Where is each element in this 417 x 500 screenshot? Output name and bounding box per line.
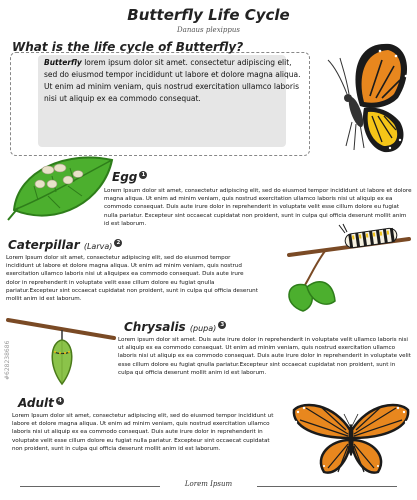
page-title: Butterfly Life Cycle (127, 6, 290, 24)
adult-number-badge: 4 (56, 397, 64, 405)
watermark-id: #628238686 (4, 340, 11, 380)
intro-body: lorem ipsum dolor sit amet. consectetur adipiscing elit, sed do eiusmod tempor incididunt ut labore et dolore magna aliqua. Ut enim ad minim veniam, quis nostrud exercitation ullamco laboris nisi ut aliquip ex ea commodo consequat. (44, 58, 301, 103)
caterpillar-title (8, 238, 122, 252)
caterpillar-title-label: Caterpillar (8, 238, 80, 252)
caterpillar-branch-illustration (285, 225, 413, 315)
chrysalis-number-badge: 3 (218, 321, 226, 329)
caterpillar-description: Lorem Ipsum dolor sit amet, consectetur adipiscing elit, sed do eiusmod tempor incididunt ut labore et dolore magna aliqua. Ut enim ad minim veniam, quis nostrud exercitation ullamco laboris nisi ut aliquipex ea commodo consequat. Duis aute irure dolor in reprehenderit in voluptate velit esse cillum dolore eu fugiat qnulla pariatur.Excepteur sint occaecat cupidatat non proident, sunt in culpa qui officia deserunt mollit anim id est laborum. (6, 255, 258, 303)
adult-title (18, 396, 64, 410)
egg-title-label: Egg (112, 170, 138, 184)
intro-question: What is the life cycle of Butterfly? (12, 40, 244, 54)
egg-title (112, 170, 147, 184)
adult-description: Lorem Ipsum dolor sit amet, consectetur adipiscing elit, sed do eiusmod tempor incididunt ut labore et dolore magna aliqua. Ut enim ad minim veniam, quis nostrud exercitation ullamco laboris nisi ut aliquip ex ea commodo consequat. Duis aute irure dolor in reprehenderit in voluptate velit esse cillum dolore eu fugiat nulla pariatur. Excepteur sint occaecat cupidatat non proident, sunt in culpa qui officia deserunt mollit anim id est laborum. (12, 413, 274, 452)
adult-title-label: Adult (18, 396, 54, 410)
butterfly-side-illustration (320, 36, 415, 166)
caterpillar-subname: (Larva) (83, 242, 113, 251)
egg-number-badge: 1 (139, 171, 147, 179)
caterpillar-number-badge: 2 (114, 239, 122, 247)
butterfly-open-wings-illustration (290, 400, 412, 480)
chrysalis-branch-illustration (6, 310, 116, 390)
intro-lead: Butterfly (44, 58, 82, 67)
chrysalis-subname: (pupa) (189, 324, 217, 333)
egg-leaf-illustration (8, 150, 118, 230)
chrysalis-title-label: Chrysalis (124, 320, 186, 334)
chrysalis-description: Lorem ipsum dolor sit amet. Duis aute irure dolor in reprehenderit in voluptate velit ullamco laboris nisi ut aliquip ex ea commodo consequat. Ut enim ad minim veniam, quis nostrud exercitation ullamco laboris nisi ut aliquip ex ea commodo consequat. Duis aute irure dolor in reprehenderit in voluptate velit esse cillum dolore eu fugiat qnulla pariatur.Excepteur sint occaecat cupidatat non proident, sunt in culpa qui officia deserunt mollit anim id est laborum. (118, 337, 411, 376)
intro-text (44, 57, 306, 105)
chrysalis-title (124, 320, 226, 334)
footer-text: Lorem Ipsum (184, 480, 233, 488)
page-subtitle: Danaus plexippus (177, 26, 240, 34)
egg-description: Lorem Ipsum dolor sit amet, consectetur adipiscing elit, sed do eiusmod tempor incididunt ut labore et dolore magna aliqua. Ut enim ad minim veniam, quis nostrud exercitation ullamco laboris nisi ut aliquip ex ea commodo consequat. Duis aute irure dolor in reprehenderit in voluptate velit esse cillum dolore eu fugiat nulla pariatur. Excepteur sint occaecat cupidatat non proident, sunt in culpa qui officia deserunt mollit anim id est laborum. (104, 188, 412, 227)
